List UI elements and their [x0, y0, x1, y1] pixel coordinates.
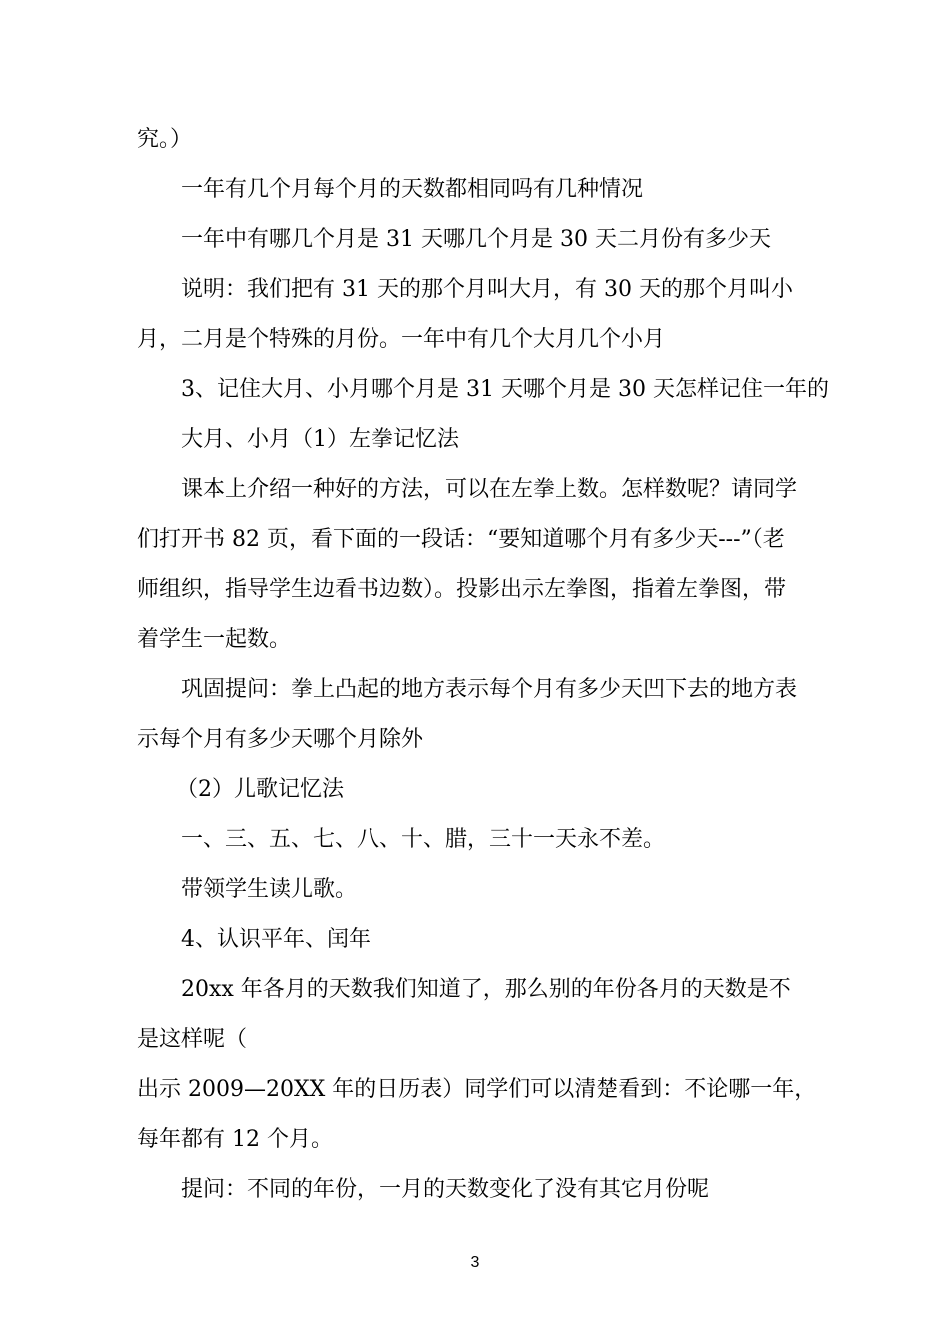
text-line: 着学生一起数。	[137, 627, 292, 652]
text-line: 课本上介绍一种好的方法，可以在左拳上数。怎样数呢？请同学	[181, 477, 798, 502]
text-line: 一年有几个月每个月的天数都相同吗有几种情况	[181, 177, 644, 202]
text-line: 3、记住大月、小月哪个月是 31 天哪个月是 30 天怎样记住一年的	[181, 377, 829, 402]
text-line: 师组织，指导学生边看书边数）。投影出示左拳图，指着左拳图，带	[137, 577, 787, 602]
text-line: 示每个月有多少天哪个月除外	[137, 727, 424, 752]
text-line: 说明：我们把有 31 天的那个月叫大月，有 30 天的那个月叫小	[181, 277, 793, 302]
text-line: 究。）	[137, 127, 193, 152]
text-line: 大月、小月（1）左拳记忆法	[181, 427, 459, 452]
text-line: 提问：不同的年份，一月的天数变化了没有其它月份呢	[181, 1177, 710, 1202]
text-line: 带领学生读儿歌。	[181, 877, 358, 902]
section-heading: （2）儿歌记忆法	[176, 777, 344, 802]
text-line: 是这样呢（	[137, 1027, 248, 1052]
text-line: 一年中有哪几个月是 31 天哪几个月是 30 天二月份有多少天	[181, 227, 771, 252]
text-line: 巩固提问：拳上凸起的地方表示每个月有多少天凹下去的地方表	[181, 677, 798, 702]
text-line: 每年都有 12 个月。	[137, 1127, 333, 1152]
text-line: 一、三、五、七、八、十、腊，三十一天永不差。	[181, 827, 666, 852]
page-number: 3	[470, 1254, 480, 1271]
text-line: 出示 2009—20XX 年的日历表）同学们可以清楚看到：不论哪一年，	[137, 1077, 817, 1102]
text-line: 们打开书 82 页，看下面的一段话：“要知道哪个月有多少天---”（老	[137, 527, 785, 552]
text-line: 月，二月是个特殊的月份。一年中有几个大月几个小月	[137, 327, 666, 352]
section-heading: 4、认识平年、闰年	[181, 927, 371, 952]
text-line: 20xx 年各月的天数我们知道了，那么别的年份各月的天数是不	[181, 977, 791, 1002]
